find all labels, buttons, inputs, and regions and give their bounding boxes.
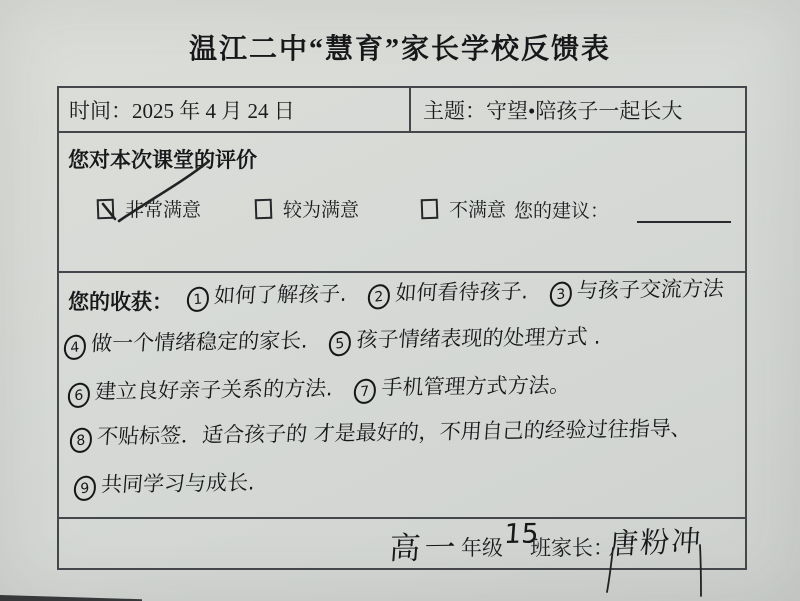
topic-label: 主题：	[423, 98, 486, 123]
circled-number-icon: 3	[549, 280, 572, 307]
option-label: 非常满意	[125, 200, 202, 221]
harvest-item	[354, 373, 572, 400]
suggestion-field	[514, 196, 731, 223]
parent-signature: 唐粉冲	[608, 523, 704, 561]
harvest-text: 建立良好亲子关系的方法.	[94, 376, 334, 404]
grade-label: 年级	[461, 536, 503, 560]
handwritten-line	[67, 369, 587, 408]
harvest-item	[549, 276, 725, 302]
harvest-section	[59, 273, 745, 519]
photo-edge-shadow	[0, 594, 142, 601]
grade-handwritten: 高一	[388, 529, 461, 567]
circled-number-icon: 8	[70, 426, 93, 453]
header-row	[59, 88, 745, 133]
harvest-item	[329, 324, 602, 352]
evaluation-section	[59, 133, 745, 273]
handwritten-line	[69, 412, 708, 452]
circled-number-icon: 6	[68, 381, 91, 408]
circled-number-icon: 9	[74, 474, 97, 501]
harvest-text: 孩子情绪表现的处理方式 .	[355, 324, 602, 352]
option-very-satisfied	[97, 195, 201, 222]
checkbox-unchecked-icon	[255, 198, 273, 219]
topic-cell	[411, 88, 745, 131]
signature-row	[59, 519, 745, 568]
harvest-item	[69, 416, 692, 449]
harvest-item	[186, 282, 347, 308]
form-table	[57, 86, 747, 570]
harvest-text: 做一个情绪稳定的家长.	[90, 328, 309, 356]
harvest-item	[67, 376, 333, 404]
harvest-text: 如何看待孩子.	[394, 279, 530, 306]
harvest-text: 如何了解孩子.	[213, 281, 348, 308]
circled-number-icon: 4	[64, 333, 87, 360]
option-label: 不满意	[449, 200, 507, 221]
topic-value: 守望•陪孩子一起长大	[486, 98, 683, 123]
circled-number-icon: 7	[354, 377, 377, 404]
harvest-text: 不贴标签．适合孩子的 才是最好的，不用自己的经验过往指导、	[96, 416, 693, 449]
suggestion-blank-line	[637, 201, 731, 223]
harvest-item	[73, 470, 255, 497]
circled-number-icon: 1	[187, 285, 210, 312]
circled-number-icon: 2	[368, 283, 391, 310]
time-label: 时间：	[69, 98, 132, 123]
harvest-item	[63, 329, 308, 356]
harvest-item	[368, 279, 529, 305]
option-not-satisfied	[421, 195, 506, 222]
class-parent-label: 班家长：	[530, 536, 614, 560]
evaluation-heading: 您对本次课堂的评价	[68, 148, 257, 172]
handwritten-line	[186, 272, 740, 311]
form-title: 温江二中“慧育”家长学校反馈表	[188, 34, 611, 65]
circled-number-icon: 5	[329, 329, 352, 356]
time-value: 2025 年 4 月 24 日	[132, 98, 295, 123]
harvest-text: 手机管理方式方法。	[380, 372, 572, 400]
suggestion-label: 您的建议：	[514, 201, 610, 222]
option-fairly-satisfied	[255, 195, 359, 222]
handwritten-line	[63, 320, 617, 359]
harvest-label: 您的收获：	[68, 290, 173, 314]
class-number-handwritten: 15	[503, 518, 540, 550]
time-cell	[59, 88, 411, 131]
checkbox-unchecked-icon	[421, 198, 439, 219]
checkbox-checked-icon	[97, 198, 115, 219]
option-label: 较为满意	[283, 200, 360, 221]
harvest-text: 与孩子交流方法	[575, 276, 725, 303]
handwritten-line	[73, 466, 271, 500]
harvest-text: 共同学习与成长.	[100, 470, 256, 497]
